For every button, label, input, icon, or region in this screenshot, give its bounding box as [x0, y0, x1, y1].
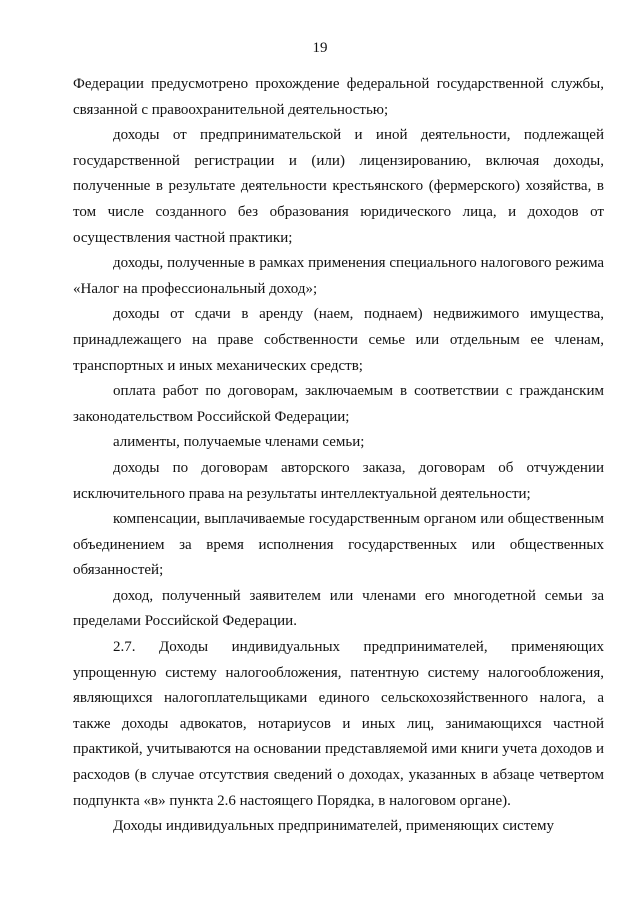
- paragraph-civil-contracts: оплата работ по договорам, заключаемым в соответствии с гражданским законодательством Российской Федерации;: [73, 383, 604, 425]
- paragraph-alimony: алименты, получаемые членами семьи;: [113, 434, 365, 451]
- paragraph-continuation: Федерации предусмотрено прохождение федеральной государственной службы, связанной с правоохранительной деятельностью;: [73, 76, 604, 118]
- paragraph-foreign-income: доход, полученный заявителем или членами его многодетной семьи за пределами Российской Федерации.: [73, 587, 604, 630]
- paragraph-copyright-contracts: доходы по договорам авторского заказа, договорам об отчуждении исключительного права на результаты интеллектуальной деятельности;: [73, 459, 604, 502]
- paragraph-professional-income-tax: доходы, полученные в рамках применения специального налогового режима «Налог на профессиональный доход»;: [73, 255, 604, 297]
- paragraph-compensation: компенсации, выплачиваемые государственным органом или общественным объединением за время исполнения государственных или общественных обязанностей;: [73, 511, 604, 579]
- paragraph-rental-income: доходы от сдачи в аренду (наем, поднаем) недвижимого имущества, принадлежащего на праве собственности семье или отдельным ее членам, транспортных и иных механических средств;: [73, 306, 604, 374]
- paragraph-business-income: доходы от предпринимательской и иной деятельности, подлежащей государственной регистрации и (или) лицензированию, включая доходы, полученные в результате деятельности крестьянского (фермерского) хозяйства, в том числе созданного без образования юридического лица, и доходов от осуществления частной практики;: [73, 127, 604, 246]
- paragraph-section-2-7: 2.7. Доходы индивидуальных предпринимателей, применяющих упрощенную систему налогообложения, патентную систему налогообложения, являющихся налогоплательщиками единого сельскохозяйственного налога, а также доходы адвокатов, нотариусов и иных лиц, занимающихся частной практикой, учитываются на основании представляемой ими книги учета доходов и расходов (в случае отсутствия сведений о доходах, указанных в абзаце четвертом подпункта «в» пункта 2.6 настоящего Порядка, в налоговом органе).: [73, 639, 604, 809]
- document-body: [73, 72, 604, 840]
- paragraph-entrepreneur-income: Доходы индивидуальных предпринимателей, применяющих систему: [113, 818, 555, 835]
- page-number: 19: [312, 40, 328, 56]
